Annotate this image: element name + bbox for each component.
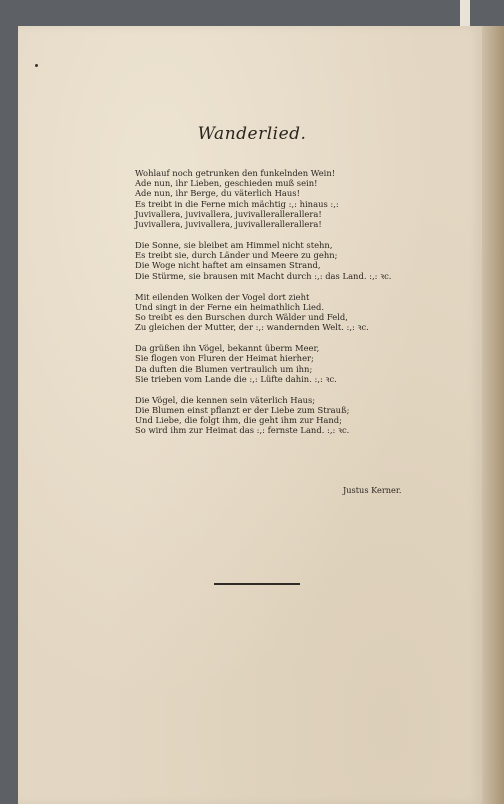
poem-line: Ade nun, ihr Lieben, geschieden muß sein! bbox=[135, 178, 318, 189]
poem-line: Die Sonne, sie bleibet am Himmel nicht stehn, bbox=[135, 240, 333, 251]
stanza-2 bbox=[135, 240, 392, 281]
poem-line: Die Woge nicht haftet am einsamen Strand, bbox=[135, 260, 321, 271]
poem-line: Juvivallera, juvivallera, juvivallerallerallera! bbox=[135, 219, 322, 230]
poem-line: Die Vögel, die kennen sein väterlich Haus; bbox=[135, 394, 316, 405]
poem-line: Wohlauf noch getrunken den funkelnden Wein! bbox=[135, 168, 336, 178]
stanza-1 bbox=[135, 168, 385, 229]
stanza-4 bbox=[135, 343, 385, 384]
poem-line: Juvivallera, juvivallera, juvivallerallerallera! bbox=[135, 208, 322, 219]
poem-line: Zu gleichen der Mutter, der :,: wandernden Welt. :,: ꝛc. bbox=[135, 322, 369, 333]
poem-line: Die Blumen einst pflanzt er der Liebe zum Strauß; bbox=[135, 405, 350, 416]
stanza-3 bbox=[135, 292, 385, 333]
poem-line: Und Liebe, die folgt ihm, die geht ihm zur Hand; bbox=[135, 415, 342, 426]
paper-speck bbox=[35, 64, 38, 67]
poem-title: Wanderlied. bbox=[197, 124, 307, 144]
poem-line: Sie flogen von Fluren der Heimat hierher; bbox=[135, 353, 314, 364]
poem-body bbox=[135, 168, 392, 446]
background-strip-top bbox=[460, 0, 470, 26]
poem-line: Und singt in der Ferne ein heimathlich Lied. bbox=[135, 301, 325, 312]
poem-line: Mit eilenden Wolken der Vogel dort zieht bbox=[135, 291, 310, 302]
horizontal-rule bbox=[214, 583, 300, 585]
poem-line: Ade nun, ihr Berge, du väterlich Haus! bbox=[135, 188, 300, 199]
poem-line: Die Stürme, sie brausen mit Macht durch :,: das Land. :,: ꝛc. bbox=[135, 270, 392, 281]
stanza-5 bbox=[135, 395, 385, 436]
poem-line: Da grüßen ihn Vögel, bekannt überm Meer, bbox=[135, 343, 320, 354]
poem-line: So treibt es den Burschen durch Wälder und Feld, bbox=[135, 312, 348, 323]
author-signature: Justus Kerner. bbox=[343, 485, 402, 495]
poem-line: So wird ihm zur Heimat das :,: fernste Land. :,: ꝛc. bbox=[135, 425, 350, 436]
poem-line: Sie trieben vom Lande die :,: Lüfte dahin. :,: ꝛc. bbox=[135, 373, 337, 384]
poem-line: Es treibt sie, durch Länder und Meere zu gehn; bbox=[135, 250, 338, 261]
poem-line: Da duften die Blumen vertraulich um ihn; bbox=[135, 363, 313, 374]
poem-line: Es treibt in die Ferne mich mächtig :,: hinaus :,: bbox=[135, 198, 339, 209]
